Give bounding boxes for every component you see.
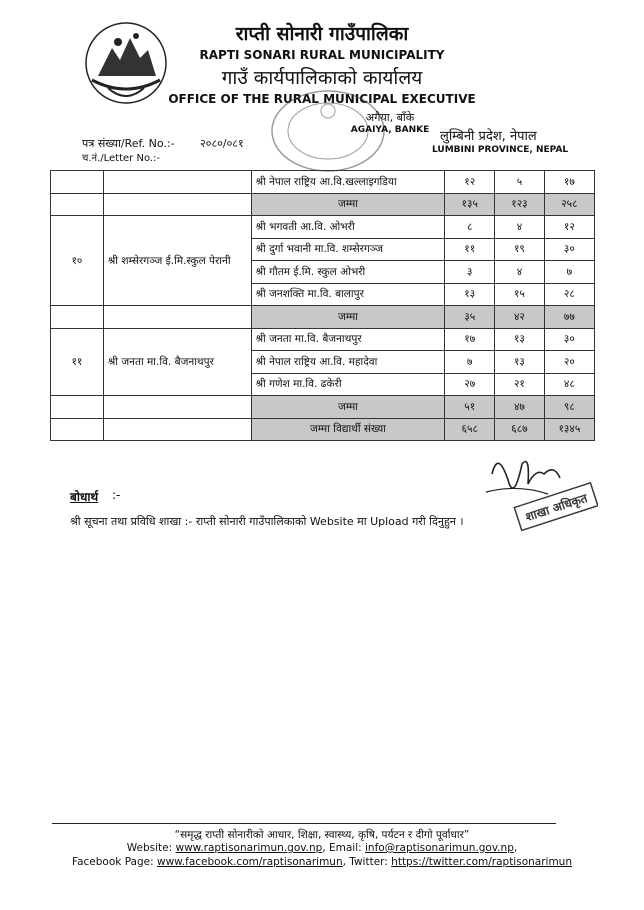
note-colon: :- [112,488,121,502]
boys-count: २१ [495,373,545,396]
boys-count: ५ [495,171,545,194]
boys-grand-total: ६८७ [495,418,545,441]
girls-grand-total: ६५८ [445,418,495,441]
total-count: ७ [544,261,594,284]
total-subtotal: २५८ [544,193,594,216]
girls-count: ११ [445,238,495,261]
municipality-title-nepali: राप्ती सोनारी गाउँपालिका [235,23,409,45]
girls-count: १२ [445,171,495,194]
twitter-link[interactable]: https://twitter.com/raptisonarimun [391,856,572,868]
school-name: श्री जनता मा.वि. बैजनाथपुर [251,328,445,351]
website-link[interactable]: www.raptisonarimun.gov.np [175,842,323,854]
seal-text: शाखा अधिकृत [523,491,590,525]
twitter-label: , Twitter: [342,856,392,868]
footer-divider [52,823,556,824]
total-count: २० [544,351,594,374]
footer-contact [0,842,644,854]
girls-count: १३ [445,283,495,306]
table-row [51,171,595,194]
note-text: श्री सूचना तथा प्रविधि शाखा :- राप्ती सोनारी गाउँपालिकाको Website मा Upload गरी दिनुहुन । [70,515,464,528]
email-link[interactable]: info@raptisonarimun.gov.np [365,842,514,854]
office-title-english: OFFICE OF THE RURAL MUNICIPAL EXECUTIVE [168,92,476,106]
student-count-table [50,170,595,441]
boys-count: ४ [495,261,545,284]
boys-subtotal: ४७ [495,396,545,419]
cluster-school: श्री जनता मा.वि. बैजनाथपुर [103,328,251,396]
boys-subtotal: ४२ [495,306,545,329]
facebook-link[interactable]: www.facebook.com/raptisonarimun [157,856,343,868]
subtotal-label: जम्मा [251,306,445,329]
total-count: २८ [544,283,594,306]
girls-count: ८ [445,216,495,239]
total-count: १२ [544,216,594,239]
school-name: श्री गौतम ई.मि. स्कुल ओभरी [251,261,445,284]
subtotal-row [51,396,595,419]
girls-subtotal: १३५ [445,193,495,216]
subtotal-row [51,306,595,329]
footer-social [0,856,644,868]
school-name: श्री नेपाल राष्ट्रिय आ.वि.खल्लाइगडिया [251,171,445,194]
table-row [51,328,595,351]
province-english: LUMBINI PROVINCE, NEPAL [432,145,569,155]
girls-subtotal: ३५ [445,306,495,329]
ref-number-value: २०८०/०८१ [200,137,244,150]
school-name: श्री दुर्गा भवानी मा.वि. शम्सेरगञ्ज [251,238,445,261]
school-name: श्री गणेश मा.वि. ढकेरी [251,373,445,396]
table-row [51,216,595,239]
total-count: १७ [544,171,594,194]
school-name: श्री भगवती आ.वि. ओभरी [251,216,445,239]
cluster-school: श्री शम्सेरगञ्ज ई.मि.स्कुल पेरानी [103,216,251,306]
note-label: बोधार्थ [70,490,99,504]
municipality-title-english: RAPTI SONARI RURAL MUNICIPALITY [199,48,445,62]
boys-count: ४ [495,216,545,239]
serial-number: ११ [51,328,104,396]
province-nepali: लुम्बिनी प्रदेश, नेपाल [440,129,537,144]
subtotal-row [51,193,595,216]
address-english: AGAIYA, BANKE [350,125,430,135]
school-name: श्री नेपाल राष्ट्रिय आ.वि. महादेवा [251,351,445,374]
address-nepali: अगैया, बाँके [365,111,415,124]
school-name: श्री जनशक्ति मा.वि. बालापुर [251,283,445,306]
email-label: , Email: [322,842,365,854]
girls-count: १७ [445,328,495,351]
grand-total: १३४५ [544,418,594,441]
boys-subtotal: १२३ [495,193,545,216]
subtotal-label: जम्मा [251,193,445,216]
grand-total-label: जम्मा विद्यार्थी संख्या [251,418,445,441]
boys-count: १३ [495,328,545,351]
girls-count: ३ [445,261,495,284]
total-count: ३० [544,238,594,261]
boys-count: १९ [495,238,545,261]
subtotal-label: जम्मा [251,396,445,419]
grand-total-row [51,418,595,441]
facebook-label: Facebook Page: [72,856,157,868]
girls-subtotal: ५१ [445,396,495,419]
girls-count: २७ [445,373,495,396]
girls-count: ७ [445,351,495,374]
boys-count: १३ [495,351,545,374]
ref-number-label: पत्र संख्या/Ref. No.:- [82,137,175,150]
office-title-nepali: गाउँ कार्यपालिकाको कार्यालय [221,67,423,89]
letter-number-label: च.नं./Letter No.:- [82,153,161,164]
website-label: Website: [126,842,176,854]
total-subtotal: ७७ [544,306,594,329]
serial-number: १० [51,216,104,306]
total-subtotal: ९८ [544,396,594,419]
total-count: ४८ [544,373,594,396]
boys-count: १५ [495,283,545,306]
footer-slogan: “समृद्ध राप्ती सोनारीको आधार, शिक्षा, स्वास्थ्य, कृषि, पर्यटन र दीगो पूर्वाधार” [174,829,470,841]
email-end: , [513,842,518,854]
total-count: ३० [544,328,594,351]
